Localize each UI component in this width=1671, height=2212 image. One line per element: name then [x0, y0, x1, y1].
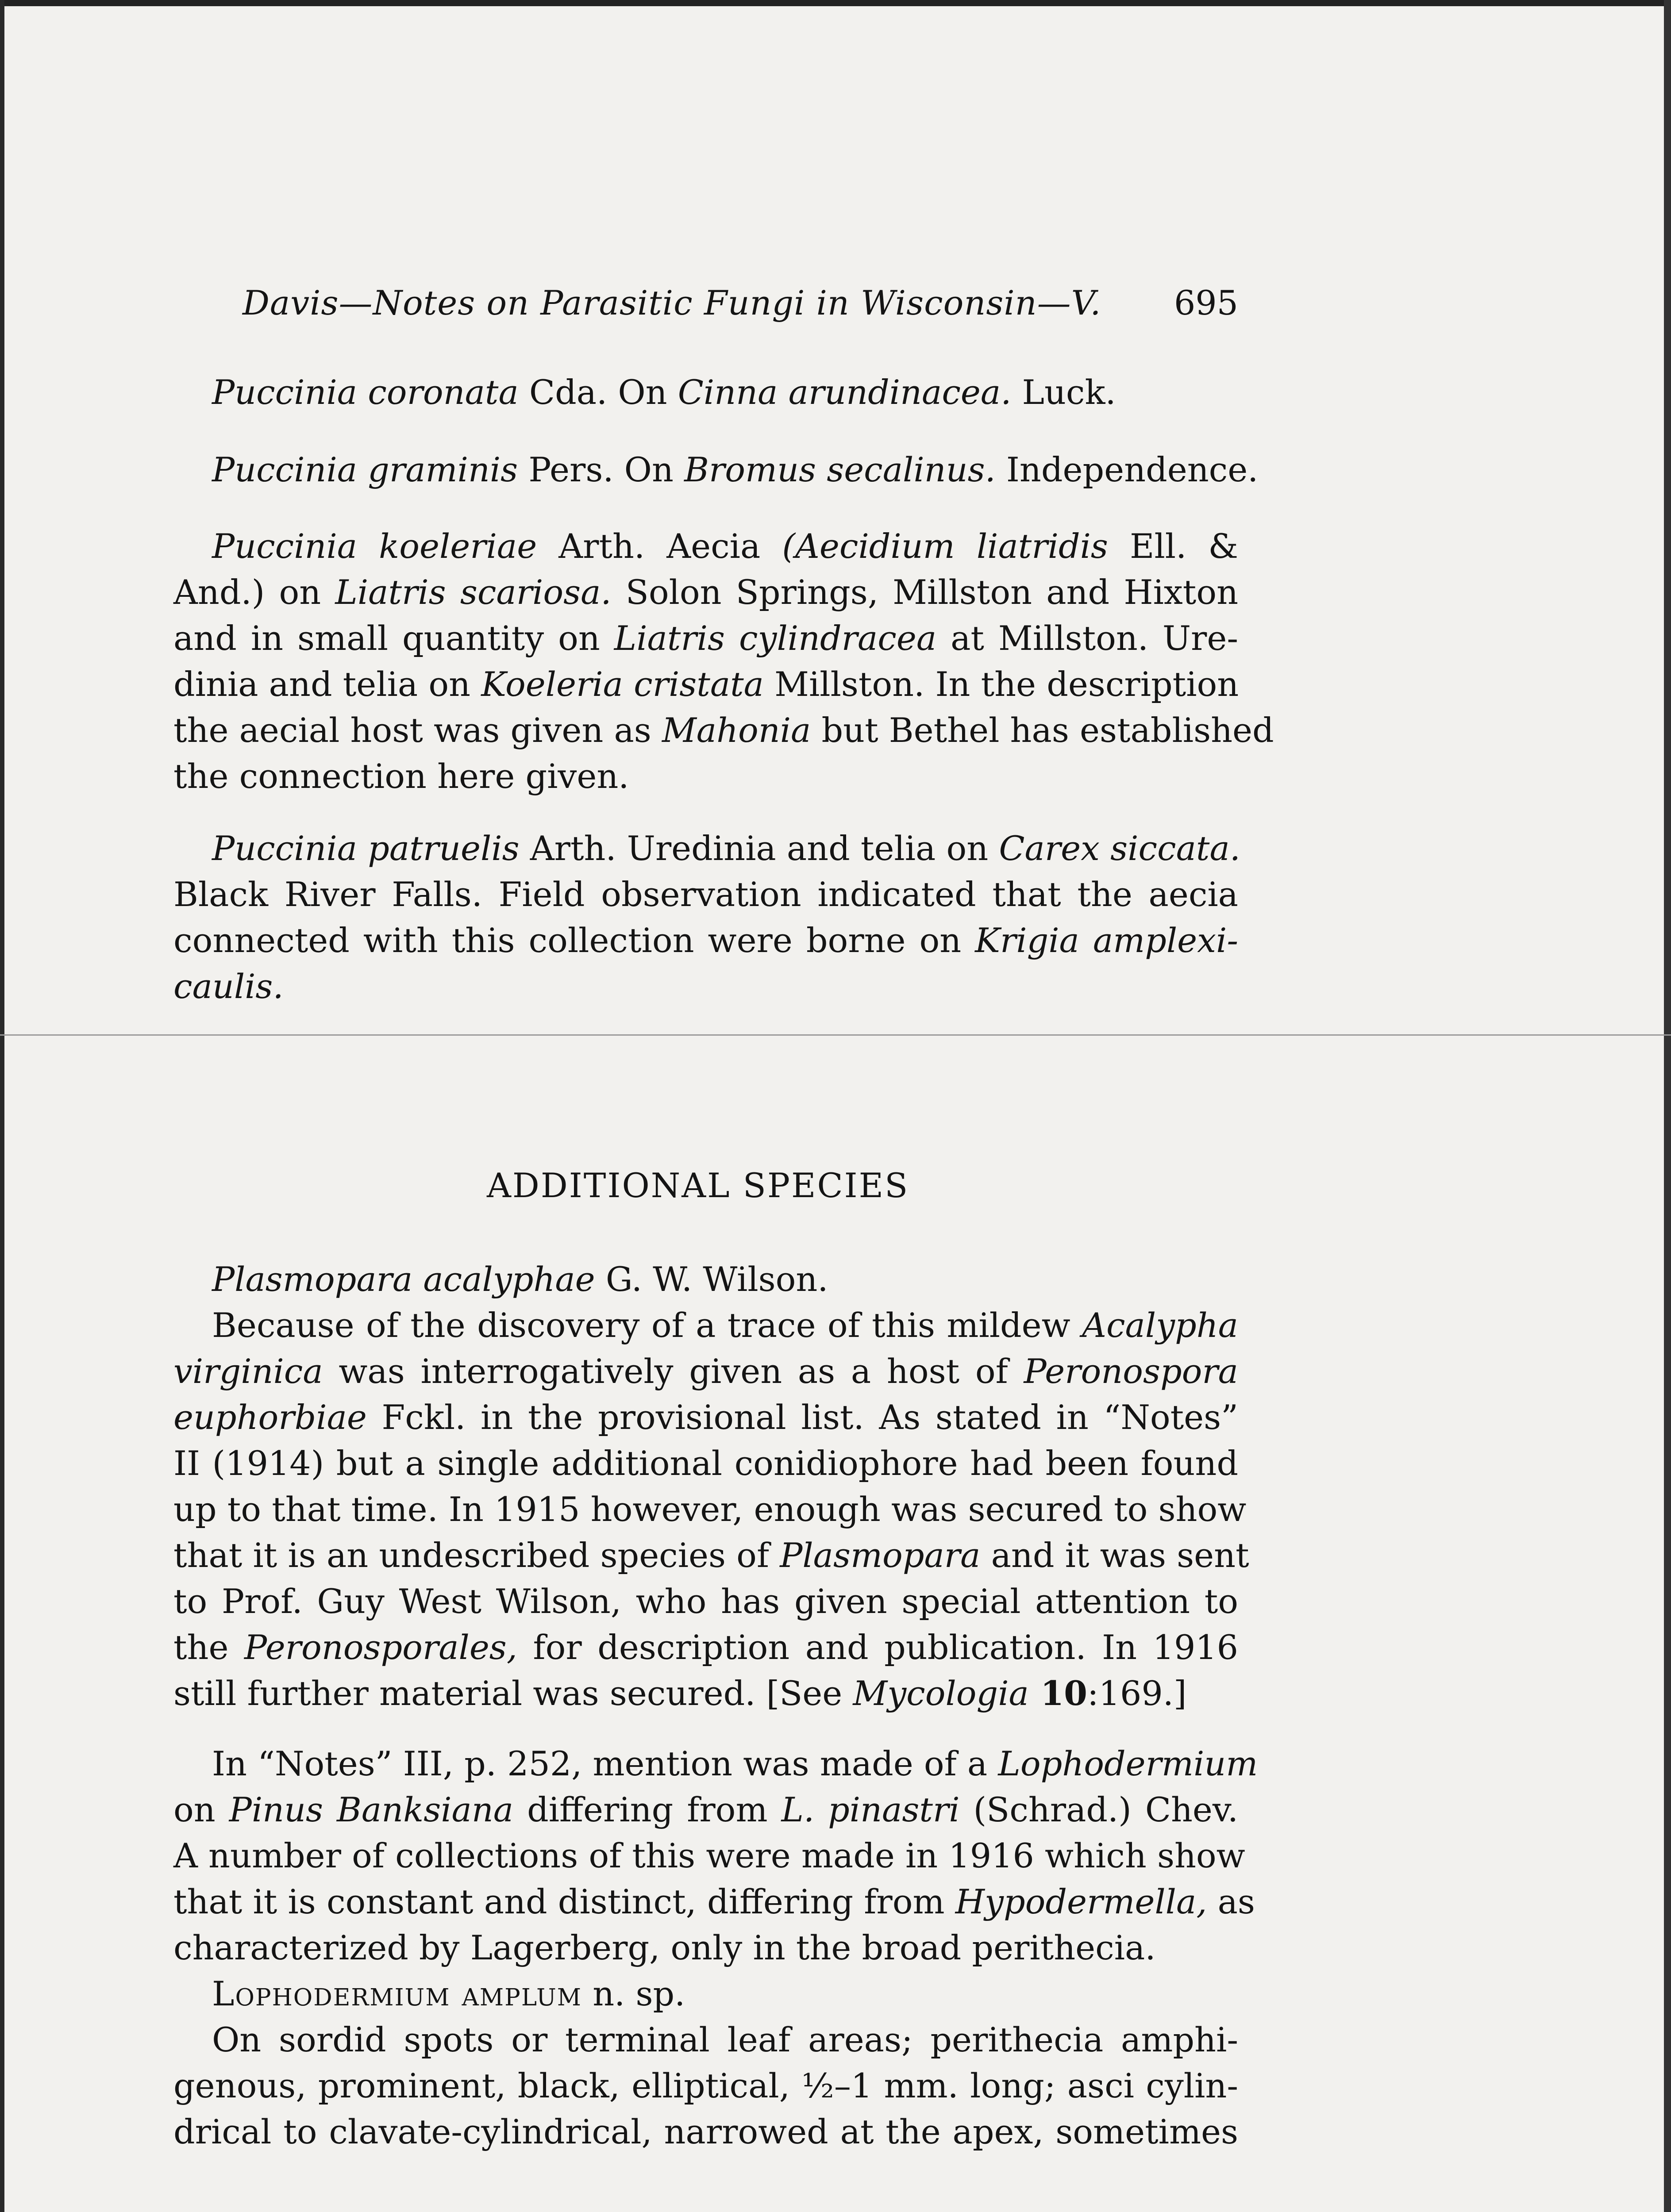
entry-line: dinia and telia on Koeleria cristata Millston. In the description — [173, 664, 1239, 704]
entry-line: the connection here given. — [173, 757, 629, 796]
entry-line: And.) on Liatris scariosa. Solon Springs, Millston and Hixton — [173, 572, 1239, 612]
entry-line: connected with this collection were borne on Krigia amplexi- — [173, 921, 1238, 960]
page-number: 695 — [1174, 283, 1238, 323]
entry-line: that it is constant and distinct, differing from Hypodermella, as — [173, 1882, 1255, 1921]
entry-line: euphorbiae Fckl. in the provisional list. As stated in “Notes” — [173, 1398, 1238, 1437]
entry-line: Puccinia coronata Cda. On Cinna arundinacea. Luck. — [212, 373, 1116, 412]
scan-fold-line — [0, 1034, 1671, 1036]
entry-puccinia-patruelis — [173, 826, 1238, 1010]
page-edge-left — [0, 0, 4, 2212]
entry-puccinia-koeleriae — [173, 523, 1274, 799]
entry-line: still further material was secured. [See Mycologia 10:169.] — [173, 1674, 1187, 1713]
entry-line: Black River Falls. Field observation indicated that the aecia — [173, 875, 1238, 914]
entry-line: Puccinia koeleriae Arth. Aecia (Aecidium liatridis Ell. & — [212, 526, 1239, 566]
species-heading: Lophodermium amplum n. sp. — [212, 1974, 685, 2013]
running-header — [243, 283, 1238, 327]
entry-line: up to that time. In 1915 however, enough was secured to show — [173, 1490, 1247, 1529]
entry-line: In “Notes” III, p. 252, mention was made of a Lophodermium — [212, 1744, 1258, 1783]
page-edge-top — [0, 0, 1671, 6]
entry-line: the aecial host was given as Mahonia but Bethel has established — [173, 710, 1274, 750]
entry-lophodermium — [173, 1741, 1258, 2155]
entry-line: A number of collections of this were made in 1916 which show — [173, 1836, 1245, 1875]
entry-line: and in small quantity on Liatris cylindracea at Millston. Ure- — [173, 618, 1239, 658]
page-edge-right — [1664, 0, 1671, 2212]
entry-line: On sordid spots or terminal leaf areas; perithecia amphi- — [212, 2020, 1238, 2059]
entry-puccinia-coronata — [173, 369, 1238, 415]
entry-plasmopara-acalyphae — [173, 1256, 1249, 1717]
entry-line: the Peronosporales, for description and publication. In 1916 — [173, 1628, 1239, 1667]
running-title: Davis—Notes on Parasitic Fungi in Wisconsin—V. — [243, 283, 1101, 323]
section-title: ADDITIONAL SPECIES — [487, 1166, 909, 1205]
species-heading: Plasmopara acalyphae G. W. Wilson. — [212, 1260, 828, 1299]
entry-line: Because of the discovery of a trace of this mildew Acalypha — [212, 1306, 1238, 1345]
entry-line: on Pinus Banksiana differing from L. pinastri (Schrad.) Chev. — [173, 1790, 1238, 1829]
entry-puccinia-graminis — [173, 447, 1259, 493]
entry-line: Puccinia patruelis Arth. Uredinia and telia on Carex siccata. — [212, 829, 1240, 868]
entry-line: caulis. — [173, 967, 284, 1006]
entry-line: II (1914) but a single additional conidiophore had been found — [173, 1444, 1238, 1483]
entry-line: drical to clavate-cylindrical, narrowed at the apex, sometimes — [173, 2112, 1238, 2151]
entry-line: characterized by Lagerberg, only in the broad perithecia. — [173, 1928, 1156, 1967]
entry-line: virginica was interrogatively given as a host of Peronospora — [173, 1352, 1238, 1391]
entry-line: Puccinia graminis Pers. On Bromus secalinus. Independence. — [212, 450, 1259, 489]
entry-line: genous, prominent, black, elliptical, ½–1 mm. long; asci cylin- — [173, 2066, 1238, 2105]
entry-line: that it is an undescribed species of Plasmopara and it was sent — [173, 1536, 1249, 1575]
entry-line: to Prof. Guy West Wilson, who has given special attention to — [173, 1582, 1238, 1621]
